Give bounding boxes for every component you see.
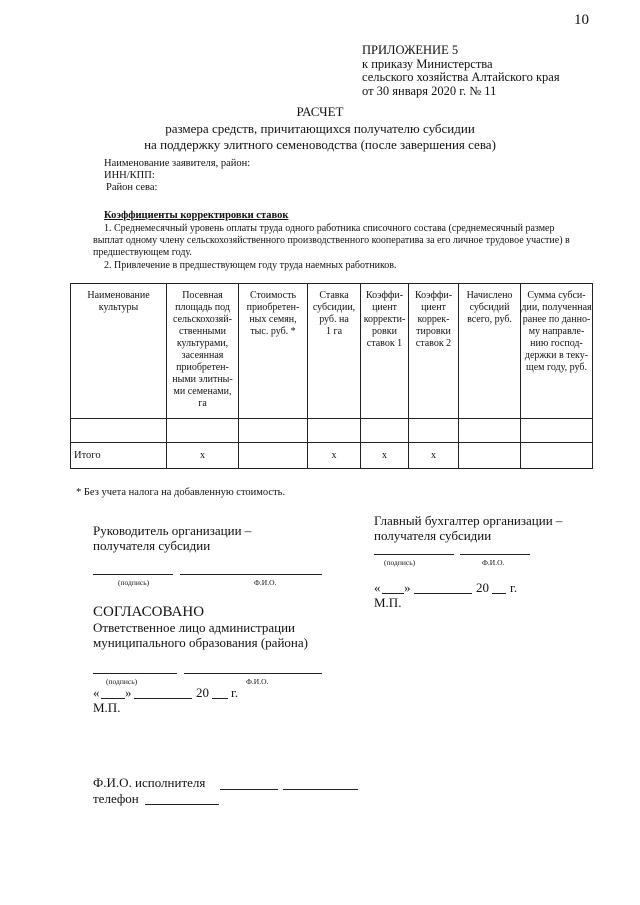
responsible-year-prefix: 20 xyxy=(196,685,209,700)
responsible-seal: М.П. xyxy=(93,700,121,715)
head-title-line1: Руководитель организации – xyxy=(93,523,252,538)
coef-item1-line1: 1. Среднемесячный уровень оплаты труда одного работника списочного состава (среднемесячный размер xyxy=(104,223,555,234)
page-number: 10 xyxy=(574,12,589,28)
total-cell-rate: x xyxy=(308,443,361,469)
accountant-fio-caption: Ф.И.О. xyxy=(482,558,505,567)
responsible-day-line xyxy=(101,698,125,699)
header-subsidy-rate: Ставка субсидии, руб. на 1 га xyxy=(308,284,361,419)
accountant-month-line xyxy=(414,593,472,594)
accountant-signature-line xyxy=(374,554,454,555)
responsible-sign-caption: (подпись) xyxy=(106,677,138,686)
doc-subtitle-1: размера средств, причитающихся получателю субсидии xyxy=(165,121,475,136)
accountant-year-suffix: г. xyxy=(510,580,518,595)
appendix-line3: сельского хозяйства Алтайского края xyxy=(362,70,560,84)
applicant-region-label: Район сева: xyxy=(106,182,158,193)
doc-title: РАСЧЕТ xyxy=(296,104,344,119)
accountant-title-line1: Главный бухгалтер организации – xyxy=(374,513,563,528)
appendix-line1: ПРИЛОЖЕНИЕ 5 xyxy=(362,43,459,57)
header-coef-1: Коэффи- циент корректи- ровки ставок 1 xyxy=(361,284,409,419)
responsible-line2: муниципального образования (района) xyxy=(93,635,308,650)
coef-item1-line2: выплат одному члену сельскохозяйственного производственного кооператива за его личное трудовое участие) в xyxy=(93,235,570,246)
responsible-fio-line xyxy=(184,673,322,674)
total-cell-cost xyxy=(239,443,308,469)
responsible-date-open: « xyxy=(93,685,100,700)
head-signature-line xyxy=(93,574,173,575)
accountant-day-line xyxy=(382,593,404,594)
phone-label: телефон xyxy=(93,791,139,806)
total-cell-coef1: x xyxy=(361,443,409,469)
total-cell-area: x xyxy=(167,443,239,469)
agreed-heading: СОГЛАСОВАНО xyxy=(93,604,205,620)
responsible-month-line xyxy=(134,698,192,699)
doc-subtitle-2: на поддержку элитного семеноводства (после завершения сева) xyxy=(144,137,496,152)
coefficients-heading: Коэффициенты корректировки ставок xyxy=(104,210,289,221)
head-title-line2: получателя субсидии xyxy=(93,538,211,553)
appendix-line2: к приказу Министерства xyxy=(362,56,493,71)
table-header-row xyxy=(71,284,593,419)
accountant-date-close: » xyxy=(404,580,411,595)
header-seed-cost: Стоимость приобретен- ных семян, тыс. руб. * xyxy=(239,284,308,419)
responsible-date-close: » xyxy=(125,685,132,700)
responsible-line1: Ответственное лицо администрации xyxy=(93,620,296,635)
accountant-fio-line xyxy=(460,554,530,555)
applicant-block xyxy=(104,158,250,194)
header-coef-2: Коэффи- циент коррек- тировки ставок 2 xyxy=(409,284,459,419)
executor-label: Ф.И.О. исполнителя xyxy=(93,775,206,790)
accountant-title-line2: получателя субсидии xyxy=(374,528,492,543)
coef-item2: 2. Привлечение в предшествующем году труда наемных работников. xyxy=(104,260,397,271)
header-received-earlier: Сумма субси- дии, полученная ранее по данно- му направле- нию господ- держки в теку- щем году, руб. xyxy=(521,284,593,419)
total-label: Итого xyxy=(71,443,167,469)
accountant-year-line xyxy=(492,593,506,594)
subsidy-table xyxy=(70,283,593,469)
head-fio-line xyxy=(180,574,322,575)
executor-line-1 xyxy=(220,789,278,790)
total-cell-accrued xyxy=(459,443,521,469)
phone-line xyxy=(145,804,219,805)
total-cell-coef2: x xyxy=(409,443,459,469)
total-cell-received xyxy=(521,443,593,469)
accountant-seal: М.П. xyxy=(374,595,402,610)
accountant-date-open: « xyxy=(374,580,381,595)
responsible-year-line xyxy=(212,698,228,699)
table-total-row xyxy=(71,443,593,469)
table-row xyxy=(71,419,593,443)
executor-line-2 xyxy=(283,789,358,790)
responsible-fio-caption: Ф.И.О. xyxy=(246,677,269,686)
head-fio-caption: Ф.И.О. xyxy=(254,578,277,587)
appendix-line4: от 30 января 2020 г. № 11 xyxy=(362,83,497,98)
appendix-block xyxy=(362,44,560,98)
coef-item1-line3: предшествующем году. xyxy=(93,247,192,258)
applicant-inn-label: ИНН/КПП: xyxy=(104,170,155,181)
responsible-year-suffix: г. xyxy=(231,685,239,700)
responsible-signature-line xyxy=(93,673,177,674)
head-sign-caption: (подпись) xyxy=(118,578,150,587)
footnote: * Без учета налога на добавленную стоимость. xyxy=(76,487,286,498)
header-sown-area: Посевная площадь под сельскохозяй- ственными культурами, засеянная приобретен- ными элитны- ми семенами, га xyxy=(167,284,239,419)
header-accrued: Начислено субсидий всего, руб. xyxy=(459,284,521,419)
applicant-name-label: Наименование заявителя, район: xyxy=(104,158,251,169)
accountant-sign-caption: (подпись) xyxy=(384,558,416,567)
accountant-year-prefix: 20 xyxy=(476,580,489,595)
header-crop-name: Наименование культуры xyxy=(71,284,167,419)
